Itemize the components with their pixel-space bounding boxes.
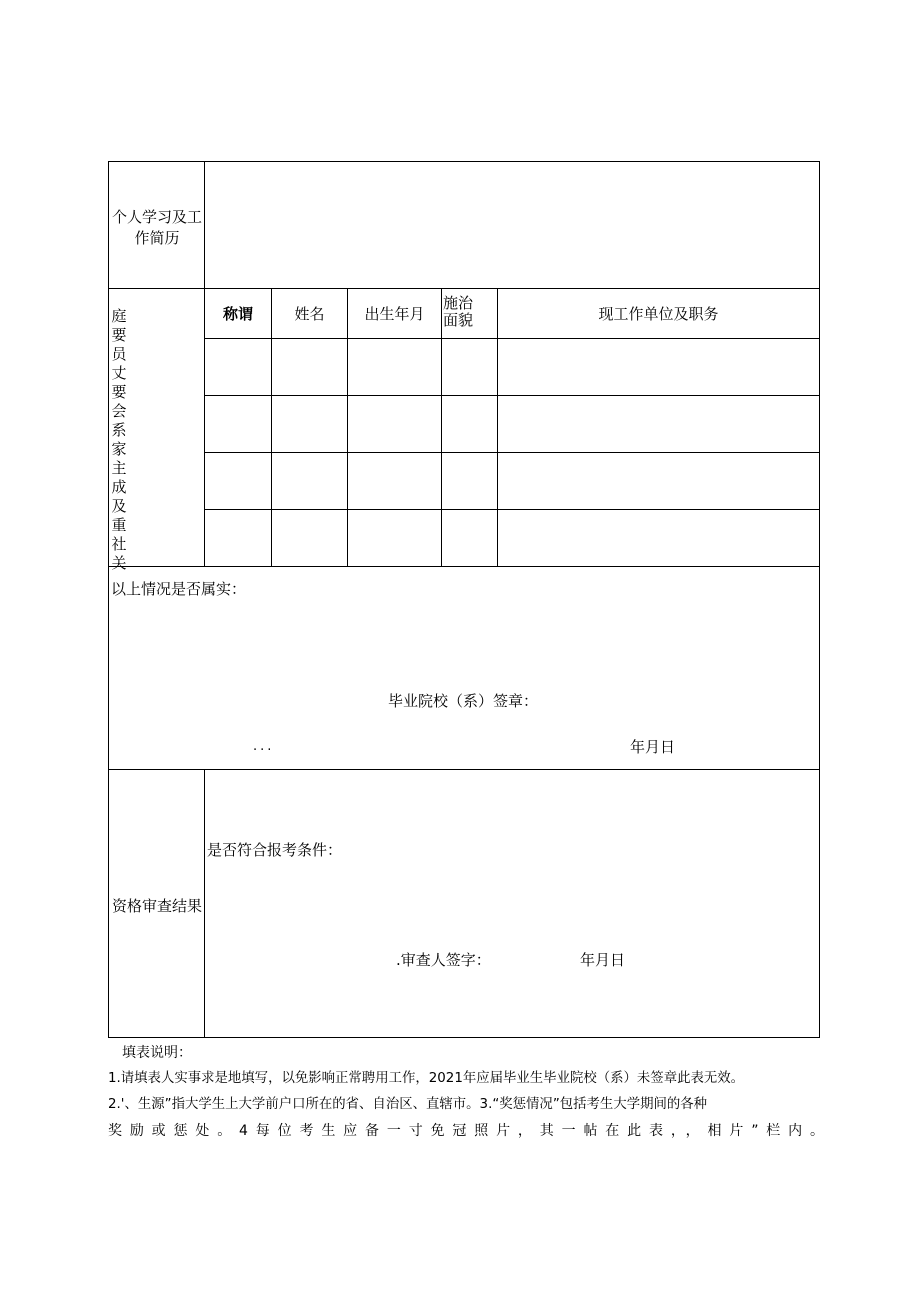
header-relation: 称谓 [222, 304, 253, 323]
review-label: 资格审查结果 [111, 897, 202, 915]
resume-label-line2: 作简历 [134, 229, 180, 247]
family-cell[interactable] [348, 510, 441, 566]
resume-label-line1: 个人学习及工 [111, 208, 202, 226]
divider-label-col-lower [204, 769, 205, 1038]
form-notes [108, 1040, 824, 1144]
family-cell[interactable] [442, 396, 497, 452]
resume-field[interactable] [206, 163, 818, 287]
header-political-line2: 面貌 [443, 311, 474, 329]
divider-verify [108, 769, 820, 770]
notes-line3: 奖励或惩处。4每位考生应备一寸免冠照片，其一帖在此表，，相片”栏内。 [108, 1123, 824, 1139]
family-cell[interactable] [442, 510, 497, 566]
header-work: 现工作单位及职务 [598, 304, 719, 323]
family-cell[interactable] [205, 453, 271, 509]
verify-dots: ... [253, 739, 275, 754]
header-name: 姓名 [294, 304, 325, 323]
family-cell[interactable] [205, 339, 271, 395]
verify-question: 以上情况是否属实： [111, 580, 247, 598]
header-birth: 出生年月 [364, 304, 425, 323]
family-cell[interactable] [205, 396, 271, 452]
divider-family [108, 566, 820, 567]
header-political-line1: 施治 [443, 294, 474, 312]
family-cell[interactable] [442, 339, 497, 395]
table-border-bottom [108, 1037, 820, 1038]
family-cell[interactable] [498, 510, 819, 566]
family-cell[interactable] [498, 453, 819, 509]
verify-signature-label: 毕业院校（系）签章： [388, 692, 539, 710]
review-date: 年月日 [580, 951, 626, 969]
family-cell[interactable] [272, 453, 347, 509]
verify-date: 年月日 [630, 738, 676, 756]
family-cell[interactable] [442, 453, 497, 509]
review-reviewer-label: .审查人签字： [396, 951, 491, 969]
family-cell[interactable] [348, 396, 441, 452]
family-cell[interactable] [205, 510, 271, 566]
family-cell[interactable] [498, 339, 819, 395]
family-label: 庭 要 员 丈 要 会 系 家 主 成 及 重 社 关 [111, 307, 127, 572]
table-border-right [819, 161, 820, 1038]
family-cell[interactable] [272, 510, 347, 566]
review-question: 是否符合报考条件： [207, 841, 343, 859]
family-cell[interactable] [272, 396, 347, 452]
table-border-top [108, 161, 820, 162]
notes-line2: 2.'、生源”指大学生上大学前户口所在的省、自治区、直辖市。3.“奖惩情况”包括考生大学期间的各种 [108, 1097, 708, 1112]
table-border-left [108, 161, 109, 1038]
family-cell[interactable] [498, 396, 819, 452]
family-rows [205, 339, 819, 566]
notes-title: 填表说明： [122, 1045, 192, 1061]
notes-line1: 1.请填表人实事求是地填写，以免影响正常聘用工作，2021年应届毕业生毕业院校（系）未签章此表无效。 [108, 1071, 745, 1086]
family-cell[interactable] [348, 453, 441, 509]
family-cell[interactable] [272, 339, 347, 395]
family-cell[interactable] [348, 339, 441, 395]
